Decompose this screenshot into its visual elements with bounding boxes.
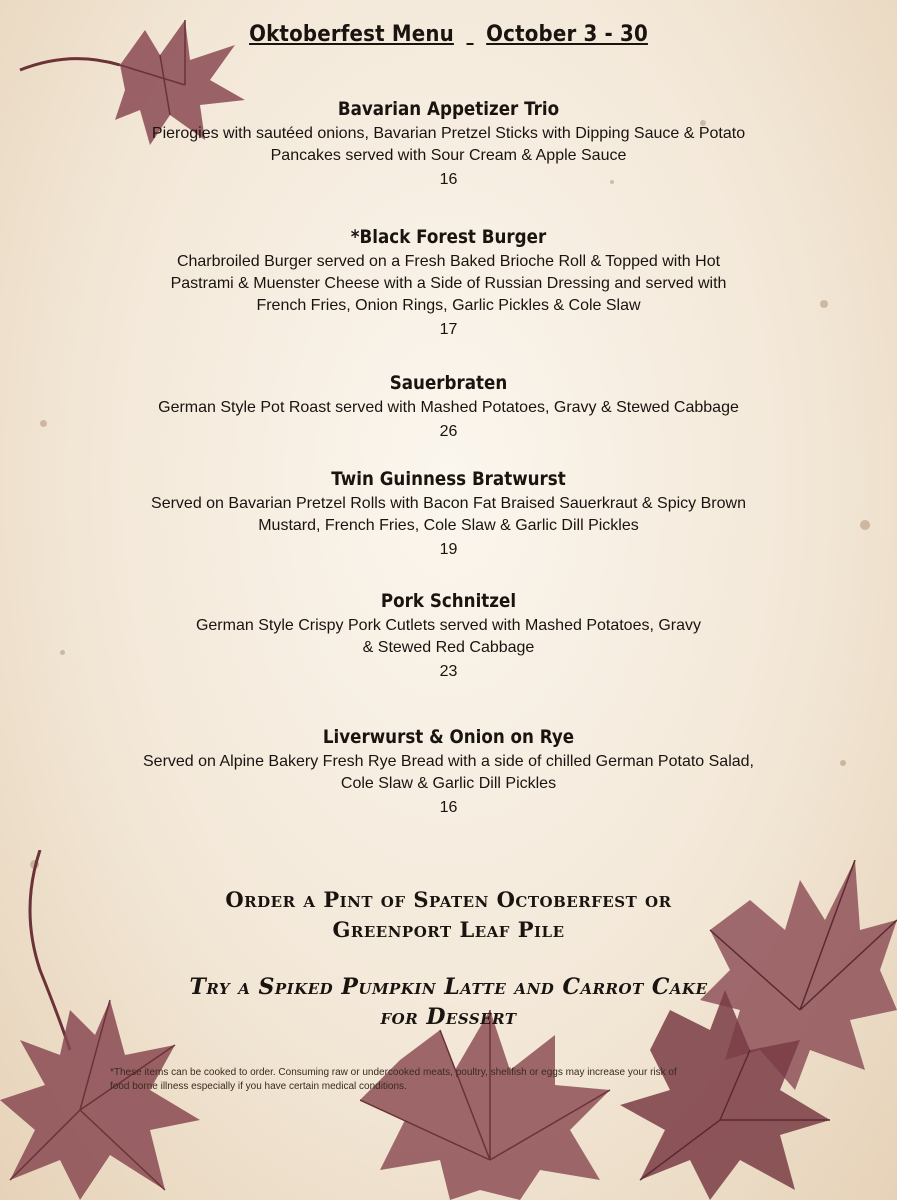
item-description-line: German Style Pot Roast served with Mashed Potatoes, Gravy & Stewed Cabbage (158, 399, 739, 416)
menu-item (60, 372, 837, 443)
item-price: 19 (439, 541, 458, 558)
item-name: Twin Guinness Bratwurst (331, 468, 566, 490)
paper-speck (860, 520, 870, 530)
item-name: Sauerbraten (389, 372, 508, 394)
menu-item (60, 590, 837, 683)
item-price: 23 (439, 663, 458, 680)
item-description-line: Cole Slaw & Garlic Dill Pickles (340, 775, 557, 792)
item-description-line: Mustard, French Fries, Cole Slaw & Garlic Dill Pickles (258, 517, 639, 534)
menu-item (60, 726, 837, 819)
menu-title (45, 22, 852, 47)
menu-item (60, 468, 837, 561)
item-price: 17 (439, 321, 458, 338)
beer-promo (0, 885, 897, 945)
item-description-line: German Style Crispy Pork Cutlets served with Mashed Potatoes, Gravy (195, 617, 702, 634)
menu-item (60, 98, 837, 191)
item-price: 26 (439, 423, 458, 440)
item-description-line: Pastrami & Muenster Cheese with a Side of Russian Dressing and served with (170, 275, 727, 292)
dessert-promo-line: Try a Spiked Pumpkin Latte and Carrot Cake (189, 974, 708, 1000)
item-description-line: Pierogies with sautéed onions, Bavarian Pretzel Sticks with Dipping Sauce & Potato (151, 125, 746, 142)
item-description-line: French Fries, Onion Rings, Garlic Pickles & Cole Slaw (256, 297, 641, 314)
disclaimer-line: *These items can be cooked to order. Consuming raw or undercooked meats, poultry, shellfish or eggs may increase your risk of (110, 1067, 677, 1078)
item-description-line: Charbroiled Burger served on a Fresh Baked Brioche Roll & Topped with Hot (176, 253, 721, 270)
paper-speck (40, 420, 47, 427)
dessert-promo (0, 972, 897, 1032)
item-price: 16 (439, 799, 458, 816)
beer-promo-line: Order a Pint of Spaten Octoberfest or (225, 887, 672, 912)
item-description-line: Pancakes served with Sour Cream & Apple Sauce (270, 147, 627, 164)
item-name: Bavarian Appetizer Trio (337, 98, 560, 120)
disclaimer-line: food borne illness especially if you have certain medical conditions. (110, 1081, 407, 1092)
menu-dates: October 3 - 30 (486, 22, 648, 47)
beer-promo-line: Greenport Leaf Pile (332, 917, 565, 942)
health-disclaimer (110, 1066, 760, 1094)
item-name: Liverwurst & Onion on Rye (322, 726, 575, 748)
item-name: Pork Schnitzel (380, 590, 517, 612)
item-description-line: Served on Alpine Bakery Fresh Rye Bread with a side of chilled German Potato Salad, (143, 753, 754, 770)
item-name: *Black Forest Burger (350, 226, 547, 248)
menu-item (60, 226, 837, 341)
paper-speck (840, 760, 846, 766)
dessert-promo-line: for Dessert (380, 1004, 517, 1030)
menu-title-text: Oktoberfest Menu (249, 22, 454, 47)
item-price: 16 (439, 171, 458, 188)
item-description-line: & Stewed Red Cabbage (362, 639, 535, 656)
item-description-line: Served on Bavarian Pretzel Rolls with Bacon Fat Braised Sauerkraut & Spicy Brown (151, 495, 746, 512)
